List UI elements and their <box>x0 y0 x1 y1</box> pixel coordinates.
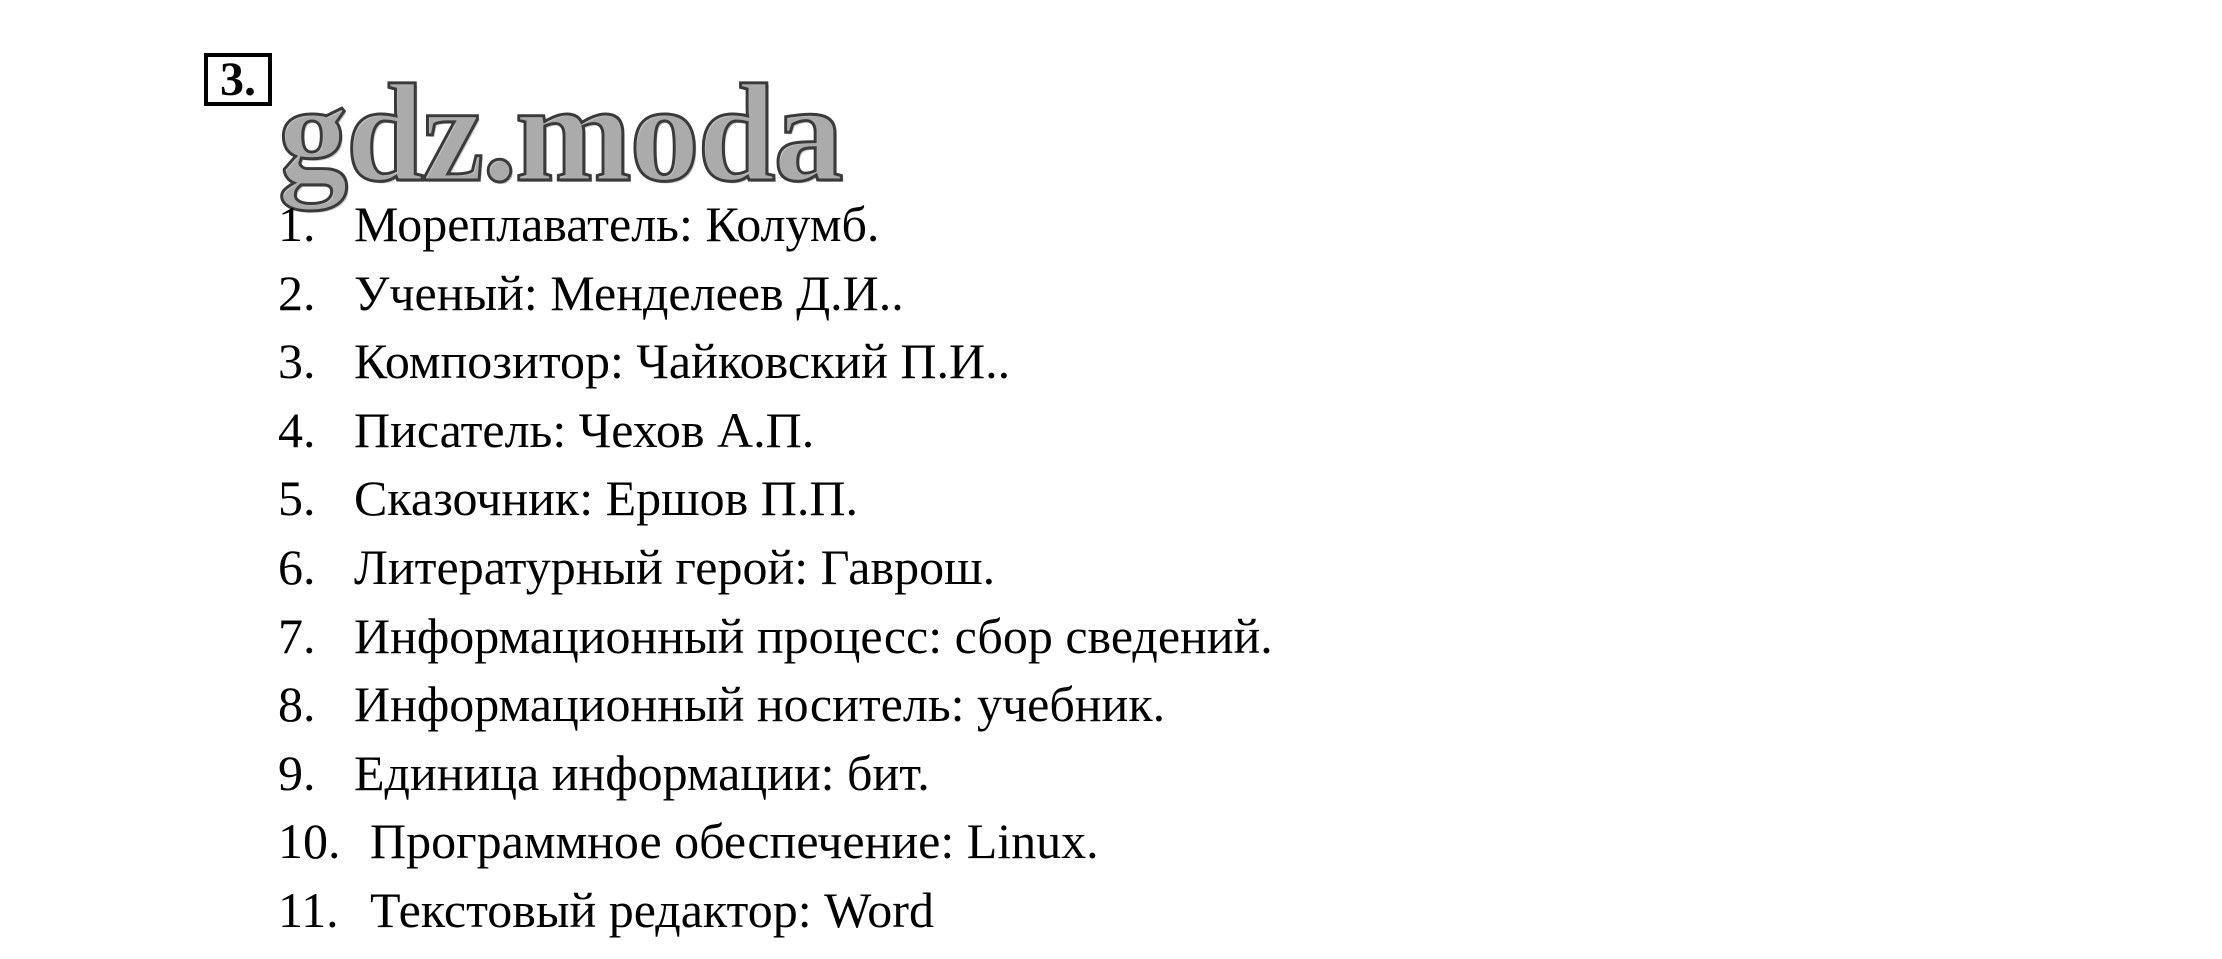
item-text: Писатель: Чехов А.П. <box>354 401 815 458</box>
item-number: 4. <box>278 401 316 458</box>
list-item <box>278 533 1273 602</box>
item-number: 8. <box>278 676 316 733</box>
item-text: Мореплаватель: Колумб. <box>354 196 880 252</box>
list-item <box>278 807 1273 876</box>
item-number: 11. <box>278 881 339 938</box>
item-text: Текстовый редактор: Word <box>370 881 934 938</box>
item-number: 3. <box>278 333 316 390</box>
item-text: Программное обеспечение: Linux. <box>370 813 1099 870</box>
list-item <box>278 396 1273 465</box>
item-number: 7. <box>278 607 316 664</box>
answer-list <box>278 190 1273 945</box>
list-item <box>278 327 1273 396</box>
item-text: Единица информации: бит. <box>354 744 930 801</box>
item-number: 2. <box>278 264 316 321</box>
item-number: 9. <box>278 744 316 801</box>
item-number: 10. <box>278 813 341 870</box>
item-text: Ученый: Менделеев Д.И.. <box>354 264 904 321</box>
item-text: Сказочник: Ершов П.П. <box>354 470 858 527</box>
list-item <box>278 739 1273 808</box>
list-item <box>278 190 1273 259</box>
exercise-number: 3. <box>220 53 256 106</box>
item-number: 5. <box>278 470 316 527</box>
item-text: Литературный герой: Гаврош. <box>354 538 996 595</box>
list-item <box>278 259 1273 328</box>
watermark-logo: gdz.moda <box>278 56 842 211</box>
item-number: 6. <box>278 538 316 595</box>
list-item <box>278 670 1273 739</box>
item-text: Информационный процесс: сбор сведений. <box>354 607 1273 664</box>
list-item <box>278 876 1273 945</box>
item-text: Информационный носитель: учебник. <box>354 676 1166 733</box>
list-item <box>278 464 1273 533</box>
list-item <box>278 602 1273 671</box>
exercise-number-box <box>204 53 272 106</box>
item-number: 1. <box>278 196 316 252</box>
item-text: Композитор: Чайковский П.И.. <box>354 333 1011 390</box>
